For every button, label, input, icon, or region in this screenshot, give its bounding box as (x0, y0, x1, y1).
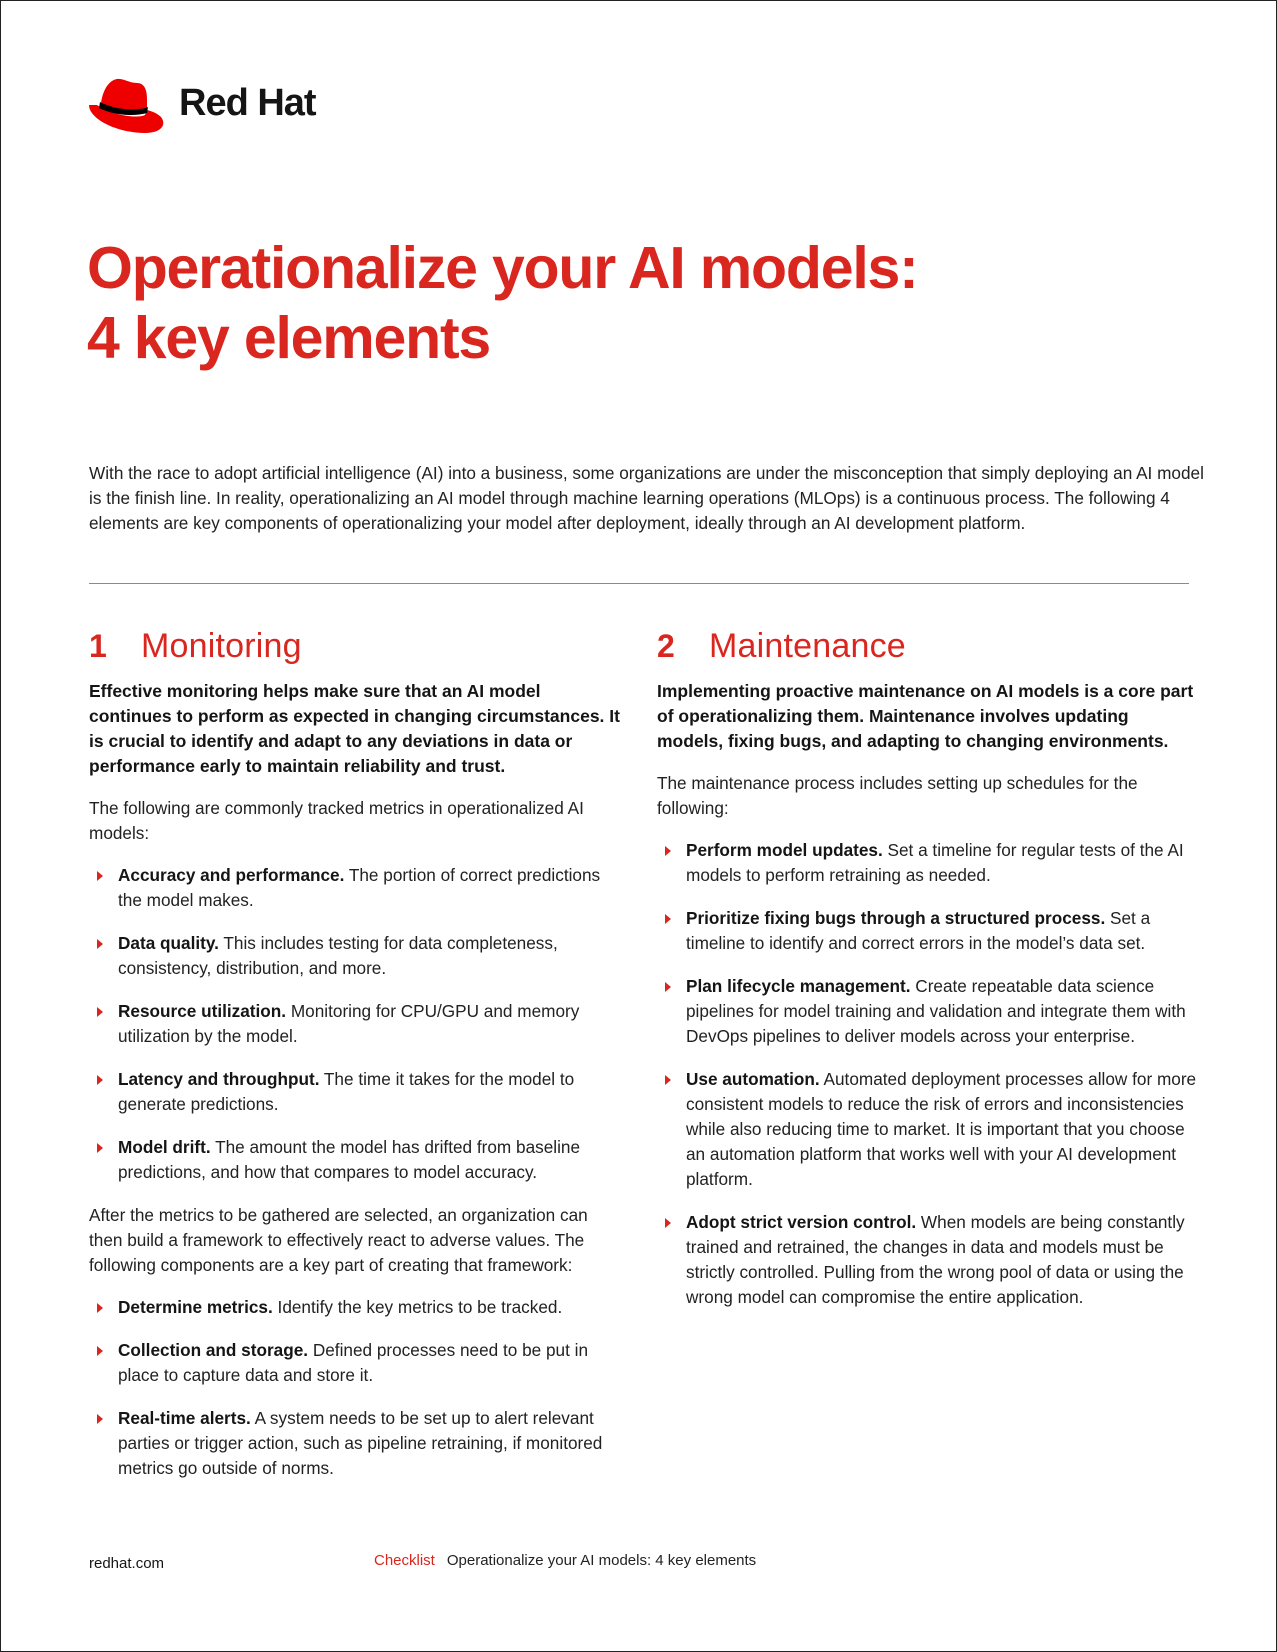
list-item (89, 931, 624, 981)
item-term: Plan lifecycle management. (686, 976, 911, 996)
bullet-arrow-icon (665, 846, 671, 856)
item-term: Prioritize fixing bugs through a structured process. (686, 908, 1106, 928)
title-line-2: 4 key elements (87, 305, 491, 371)
bullet-arrow-icon (665, 982, 671, 992)
section-number: 1 (89, 628, 107, 664)
item-text: Defined processes need to be put in place to capture data and store it. (118, 1340, 589, 1385)
item-text: The time it takes for the model to generate predictions. (118, 1069, 575, 1114)
item-term: Data quality. (118, 933, 219, 953)
item-text: When models are being constantly trained and retrained, the changes in data and models must be strictly controlled. Pulling from the wrong pool of data or using the wrong model can compromise the entire application. (686, 1212, 1185, 1307)
section-title: Maintenance (709, 627, 906, 665)
list-item (657, 1210, 1197, 1310)
red-hat-logo[interactable] (87, 75, 316, 135)
item-text: Set a timeline for regular tests of the AI models to perform retraining as needed. (686, 840, 1184, 885)
item-text: Automated deployment processes allow for more consistent models to reduce the risk of errors and inconsistencies while also reducing time to market. It is important that you choose an automation platform that works well with your AI development platform. (686, 1069, 1197, 1189)
item-text: Identify the key metrics to be tracked. (272, 1297, 563, 1317)
section-divider (89, 583, 1189, 584)
bullet-arrow-icon (665, 1075, 671, 1085)
list-item (89, 1067, 624, 1117)
list-item (89, 863, 624, 913)
components-list (89, 1295, 624, 1481)
list-item (657, 974, 1197, 1049)
footer-doc-title: Operationalize your AI models: 4 key elements (446, 1552, 757, 1569)
bullet-arrow-icon (97, 1143, 103, 1153)
bullet-arrow-icon (97, 871, 103, 881)
item-text: The amount the model has drifted from baseline predictions, and how that compares to model accuracy. (118, 1137, 581, 1182)
list-item (89, 1295, 624, 1320)
bullet-arrow-icon (97, 939, 103, 949)
item-term: Real-time alerts. (118, 1408, 251, 1428)
maintenance-lead: Implementing proactive maintenance on AI models is a core part of operationalizing them. Maintenance involves updating models, fixing bugs, and adapting to changing environments. (657, 681, 1194, 751)
item-term: Resource utilization. (118, 1001, 287, 1021)
item-term: Model drift. (118, 1137, 211, 1157)
bullet-arrow-icon (97, 1414, 103, 1424)
item-term: Use automation. (686, 1069, 820, 1089)
item-term: Adopt strict version control. (686, 1212, 917, 1232)
section-title: Monitoring (141, 627, 302, 665)
section-number: 2 (657, 628, 675, 664)
maintenance-heading (657, 627, 1197, 666)
maintenance-schedules-intro: The maintenance process includes setting up schedules for the following: (657, 773, 1138, 818)
item-text: The portion of correct predictions the model makes. (118, 865, 601, 910)
intro-paragraph: With the race to adopt artificial intelligence (AI) into a business, some organizations are under the misconception that simply deploying an AI model is the finish line. In reality, operationalizing an AI model through machine learning operations (MLOps) is a continuous process. The following 4 elements are key components of operationalizing your model after deployment, ideally through an AI development platform. (89, 463, 1204, 533)
list-item (657, 838, 1197, 888)
item-term: Perform model updates. (686, 840, 883, 860)
brand-name: Red Hat (179, 81, 316, 124)
bullet-arrow-icon (97, 1346, 103, 1356)
list-item (657, 906, 1197, 956)
monitoring-framework-intro: After the metrics to be gathered are selected, an organization can then build a framework to effectively react to adverse values. The following components are a key part of creating that framework: (89, 1205, 588, 1275)
footer-doc-type: Checklist (374, 1552, 435, 1569)
item-text: Set a timeline to identify and correct errors in the model’s data set. (686, 908, 1151, 953)
item-term: Collection and storage. (118, 1340, 309, 1360)
monitoring-lead: Effective monitoring helps make sure that an AI model continues to perform as expected in changing circumstances. It is crucial to identify and adapt to any deviations in data or performance early to maintain reliability and trust. (89, 681, 620, 776)
monitoring-heading (89, 627, 624, 666)
maintenance-list (657, 838, 1197, 1310)
item-text: Create repeatable data science pipelines for model training and validation and integrate them with DevOps pipelines to deliver models across your enterprise. (686, 976, 1186, 1046)
list-item (89, 999, 624, 1049)
list-item (657, 1067, 1197, 1192)
item-term: Determine metrics. (118, 1297, 273, 1317)
item-text: Monitoring for CPU/GPU and memory utilization by the model. (118, 1001, 580, 1046)
metrics-list (89, 863, 624, 1185)
item-text: This includes testing for data completeness, consistency, distribution, and more. (118, 933, 558, 978)
monitoring-metrics-intro: The following are commonly tracked metrics in operationalized AI models: (89, 798, 584, 843)
red-hat-fedora-icon (87, 75, 167, 135)
item-term: Accuracy and performance. (118, 865, 345, 885)
bullet-arrow-icon (97, 1007, 103, 1017)
title-line-1: Operationalize your AI models: (87, 235, 918, 301)
list-item (89, 1135, 624, 1185)
bullet-arrow-icon (665, 1218, 671, 1228)
page-title (87, 233, 1187, 373)
list-item (89, 1406, 624, 1481)
item-term: Latency and throughput. (118, 1069, 320, 1089)
list-item (89, 1338, 624, 1388)
footer-site-link[interactable]: redhat.com (89, 1555, 165, 1572)
maintenance-section (657, 627, 1197, 1328)
bullet-arrow-icon (97, 1075, 103, 1085)
bullet-arrow-icon (665, 914, 671, 924)
footer-doc-label (374, 1552, 756, 1569)
item-text: A system needs to be set up to alert relevant parties or trigger action, such as pipeline retraining, if monitored metrics go outside of norms. (118, 1408, 603, 1478)
monitoring-section (89, 627, 624, 1499)
bullet-arrow-icon (97, 1303, 103, 1313)
